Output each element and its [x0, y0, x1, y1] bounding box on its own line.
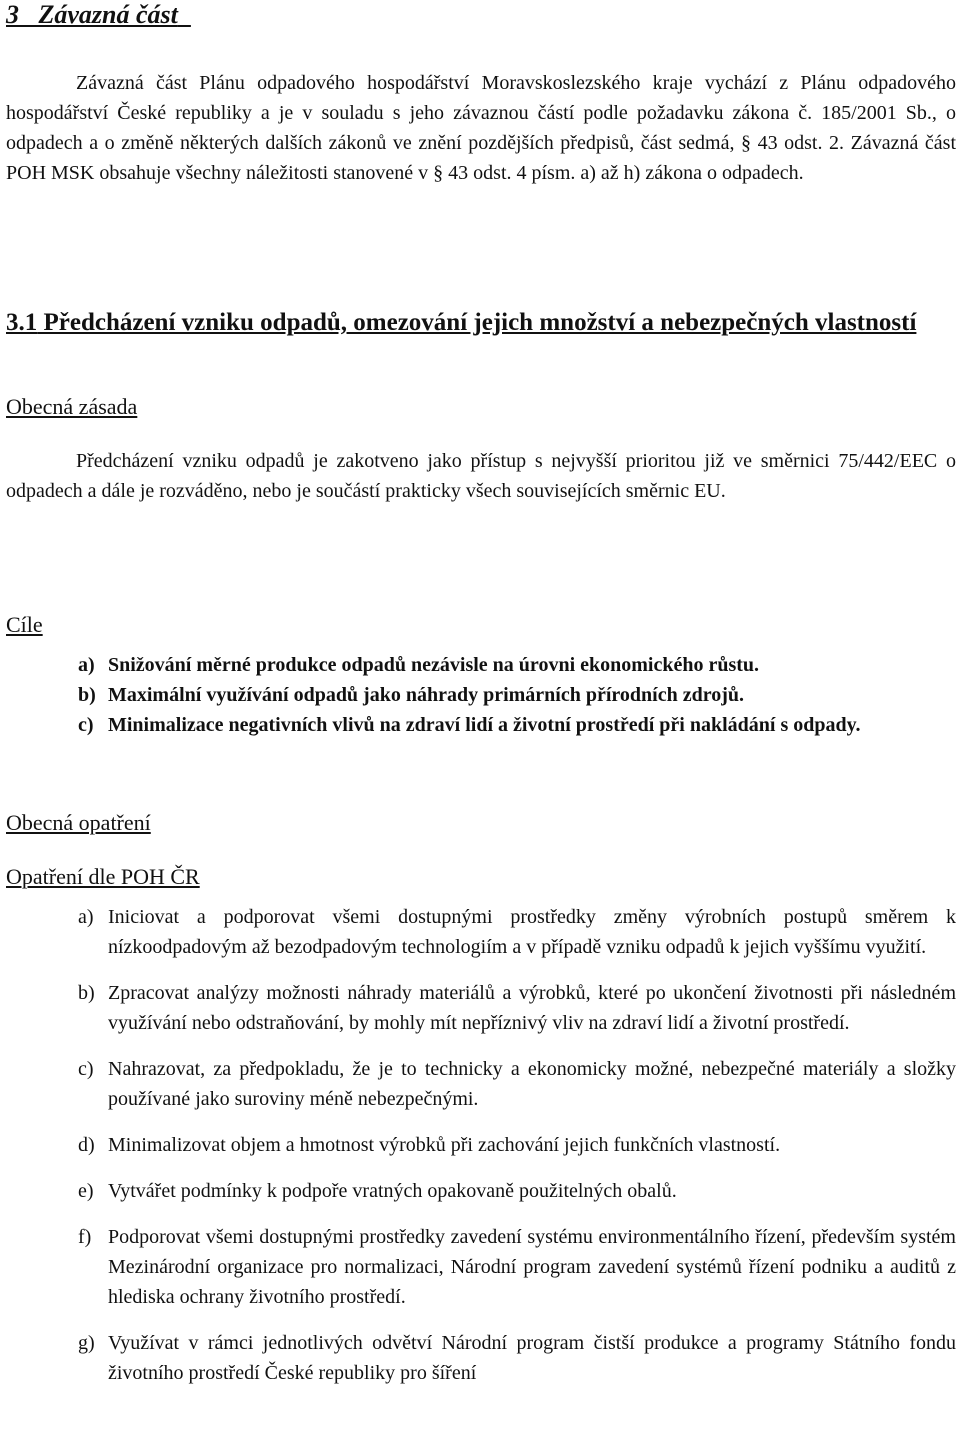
measure-item-b: b) Zpracovat analýzy možnosti náhrady materiálů a výrobků, které po ukončení životnosti při následném využívání nebo odstraňování, by mohly mít nepříznivý vliv na zdraví lidí a životní prostředí.: [78, 982, 956, 1034]
general-principle-text: Předcházení vzniku odpadů je zakotveno jako přístup s nejvyšší prioritou již ve směrnici 75/442/EEC o odpadech a dále je rozváděno, nebo je součástí prakticky všech souvisejících směrnic EU.: [6, 450, 956, 502]
goals-heading: Cíle: [6, 612, 43, 637]
goals-list: [78, 650, 956, 740]
measure-item-d: d) Minimalizovat objem a hmotnost výrobků při zachování jejich funkčních vlastností.: [78, 1134, 781, 1156]
chapter-number: 3: [6, 0, 19, 29]
goal-item-c: c) Minimalizace negativních vlivů na zdraví lidí a životní prostředí při nakládání s odpady.: [78, 714, 861, 736]
measures-subheading: Opatření dle POH ČR: [6, 864, 200, 889]
section-heading: [6, 306, 956, 340]
measure-item-g: g) Využívat v rámci jednotlivých odvětví Národní program čistší produkce a programy Státního fondu životního prostředí České republiky pro šíření: [78, 1332, 956, 1384]
section-title: Předcházení vzniku odpadů, omezování jejich množství a nebezpečných vlastností: [43, 309, 917, 336]
chapter-heading: [6, 0, 956, 30]
measures-list: [78, 902, 956, 1388]
goal-item-a: a) Snižování měrné produkce odpadů nezávisle na úrovni ekonomického růstu.: [78, 654, 760, 676]
measure-item-a: a) Iniciovat a podporovat všemi dostupnými prostředky změny výrobních postupů směrem k nízkoodpadovým až bezodpadovým technologiím a v případě vzniku odpadů k jejich vyššímu využití.: [78, 906, 956, 958]
measure-item-f: f) Podporovat všemi dostupnými prostředky zavedení systému environmentálního řízení, především systém Mezinárodní organizace pro normalizaci, Národní program zavedení systémů řízení podniku a auditů z hlediska ochrany životního prostředí.: [78, 1226, 956, 1308]
measure-item-e: e) Vytvářet podmínky k podpoře vratných opakovaně použitelných obalů.: [78, 1180, 677, 1202]
general-principle-heading: Obecná zásada: [6, 394, 138, 419]
measure-item-c: c) Nahrazovat, za předpokladu, že je to technicky a ekonomicky možné, nebezpečné materiály a složky používané jako suroviny méně nebezpečnými.: [78, 1058, 956, 1110]
goal-item-b: b) Maximální využívání odpadů jako náhrady primárních přírodních zdrojů.: [78, 684, 745, 706]
general-measures-heading: Obecná opatření: [6, 810, 151, 835]
chapter-title: Závazná část: [38, 0, 178, 29]
section-number: 3.1: [6, 309, 38, 336]
intro-paragraph: Závazná část Plánu odpadového hospodářství Moravskoslezského kraje vychází z Plánu odpadového hospodářství České republiky a je v souladu s jeho závaznou částí podle požadavku zákona č. 185/2001 Sb., o odpadech a o změně některých dalších zákonů ve znění pozdějších předpisů, část sedmá, § 43 odst. 2. Závazná část POH MSK obsahuje všechny náležitosti stanovené v § 43 odst. 4 písm. a) až h) zákona o odpadech.: [6, 72, 956, 184]
